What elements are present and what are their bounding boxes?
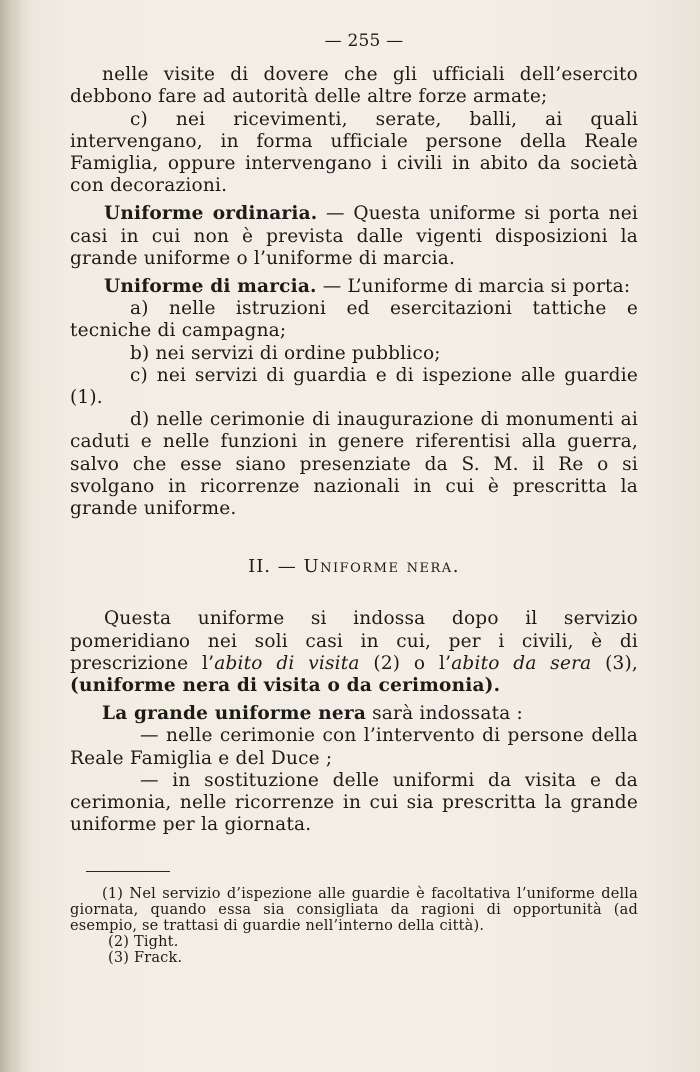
page-number: — 255 —	[324, 31, 404, 51]
heading-uniforme-ordinaria: Uniforme ordinaria.	[104, 203, 318, 225]
page-text	[70, 30, 638, 967]
list-item-a: a) nelle istruzioni ed esercitazioni tattiche e tecniche di campagna;	[70, 298, 638, 342]
dash-item-cerimonie: — nelle cerimonie con l’intervento di persone della Reale Famiglia e del Duce ;	[70, 725, 638, 769]
footnote-2: (2) Tight.	[108, 934, 179, 951]
footnotes	[70, 886, 638, 967]
list-item-c-ricevimenti: c) nei ricevimenti, serate, balli, ai quali intervengano, in forma ufficiale persone della Reale Famiglia, oppure intervengano i civili in abito da società con decorazioni.	[70, 108, 638, 197]
section-heading	[70, 556, 638, 578]
text-nera-a: Questa uniforme si indossa dopo il servizio pomeridiano nei soli casi in cui, per i civili, è di prescrizione l’	[70, 608, 638, 674]
text-grande-uniforme-nera: sarà indossata :	[366, 703, 523, 725]
list-item-d: d) nelle cerimonie di inaugurazione di monumenti ai caduti e nelle funzioni in genere riferentisi alla guerra, salvo che esse siano presenziate da S. M. il Re o si svolgano in ricorrenze nazionali in cui è prescritta la grande uniforme.	[70, 409, 638, 520]
text-nera-c: (3),	[591, 652, 639, 674]
paragraph-uniforme-ordinaria	[70, 203, 638, 270]
text-nera-b: (2) o l’	[359, 652, 452, 674]
page-gutter-shadow	[0, 0, 22, 1072]
footnote-divider	[86, 871, 170, 872]
paragraph-visite: nelle visite di dovere che gli ufficiali dell’esercito debbono fare ad autorità delle altre forze armate;	[70, 64, 638, 108]
list-item-c: c) nei servizi di guardia e di ispezione alle guardie (1).	[70, 364, 638, 409]
paragraph-uniforme-marcia	[70, 276, 638, 298]
section-number: II. —	[248, 556, 297, 578]
text-uniforme-marcia: — L’uniforme di marcia si porta:	[316, 276, 631, 298]
dash-item-sostituzione: — in sostituzione delle uniformi da visita e da cerimonia, nelle ricorrenze in cui sia prescritta la grande uniforme per la giornata.	[70, 769, 638, 836]
list-item-b: b) nei servizi di ordine pubblico;	[130, 342, 441, 364]
text-abito-sera: abito da sera	[451, 652, 592, 674]
heading-uniforme-marcia: Uniforme di marcia.	[104, 276, 317, 298]
footnote-3: (3) Frack.	[108, 950, 183, 967]
paragraph-uniforme-nera	[70, 608, 638, 697]
text-nera-bold: (uniforme nera di visita o da cerimonia).	[70, 675, 501, 697]
text-uniforme-ordinaria: — Questa uniforme si porta nei casi in cui non è prevista dalle vigenti disposizioni la grande uniforme o l’uniforme di marcia.	[70, 203, 639, 269]
section-title: Uniforme nera.	[303, 556, 460, 578]
heading-grande-uniforme-nera: La grande uniforme nera	[102, 703, 367, 725]
text-abito-visita: abito di visita	[214, 652, 360, 674]
footnote-1: (1) Nel servizio d’ispezione alle guardie è facoltativa l’uniforme della giornata, quando essa sia consigliata da ragioni di opportunità (ad esempio, se trattasi di guardie nell’interno della città).	[70, 885, 638, 934]
paragraph-grande-uniforme-nera	[70, 703, 638, 725]
